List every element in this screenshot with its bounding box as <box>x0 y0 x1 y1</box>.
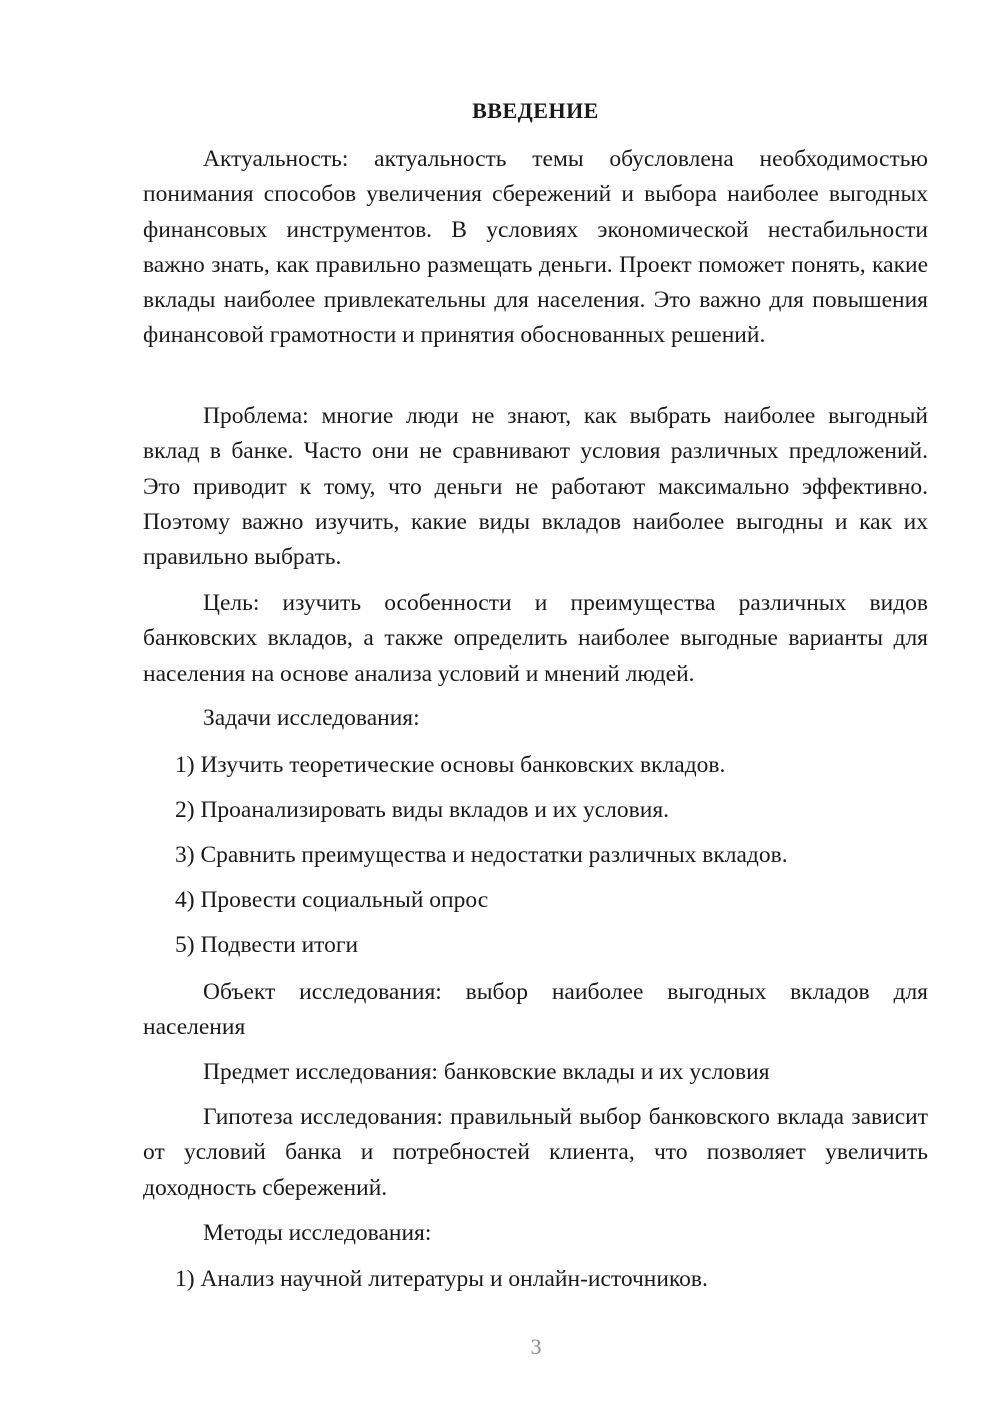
paragraph-relevance: Актуальность: актуальность темы обусловлена необходимостью понимания способов увеличения сбережений и выбора наиболее выгодных финансовых инструментов. В условиях экономической нестабильности важно знать, как правильно размещать деньги. Проект поможет понять, какие вклады наиболее привлекательны для населения. Это важно для повышения финансовой грамотности и принятия обоснованных решений. <box>143 146 928 349</box>
method-item-1: 1) Анализ научной литературы и онлайн-источников. <box>175 1266 708 1292</box>
section-title: ВВЕДЕНИЕ <box>472 98 599 123</box>
methods-heading: Методы исследования: <box>203 1220 432 1246</box>
tasks-heading: Задачи исследования: <box>203 705 420 731</box>
task-item-5: 5) Подвести итоги <box>175 932 359 958</box>
task-item-2: 2) Проанализировать виды вкладов и их условия. <box>175 797 670 823</box>
paragraph-object: Объект исследования: выбор наиболее выгодных вкладов для населения <box>143 979 928 1041</box>
page-number: 3 <box>530 1334 542 1359</box>
paragraph-hypothesis: Гипотеза исследования: правильный выбор банковского вклада зависит от условий банка и потребностей клиента, что позволяет увеличить доходность сбережений. <box>143 1104 928 1201</box>
paragraph-problem: Проблема: многие люди не знают, как выбрать наиболее выгодный вклад в банке. Часто они не сравнивают условия различных предложений. Это приводит к тому, что деньги не работают максимально эффективно. Поэтому важно изучить, какие виды вкладов наиболее выгодны и как их правильно выбрать. <box>143 403 928 571</box>
task-item-1: 1) Изучить теоретические основы банковских вкладов. <box>175 752 726 778</box>
paragraph-goal: Цель: изучить особенности и преимущества различных видов банковских вкладов, а также определить наиболее выгодные варианты для населения на основе анализа условий и мнений людей. <box>143 590 928 687</box>
paragraph-subject: Предмет исследования: банковские вклады и их условия <box>203 1059 770 1085</box>
task-item-3: 3) Сравнить преимущества и недостатки различных вкладов. <box>175 842 788 868</box>
task-item-4: 4) Провести социальный опрос <box>175 887 489 913</box>
